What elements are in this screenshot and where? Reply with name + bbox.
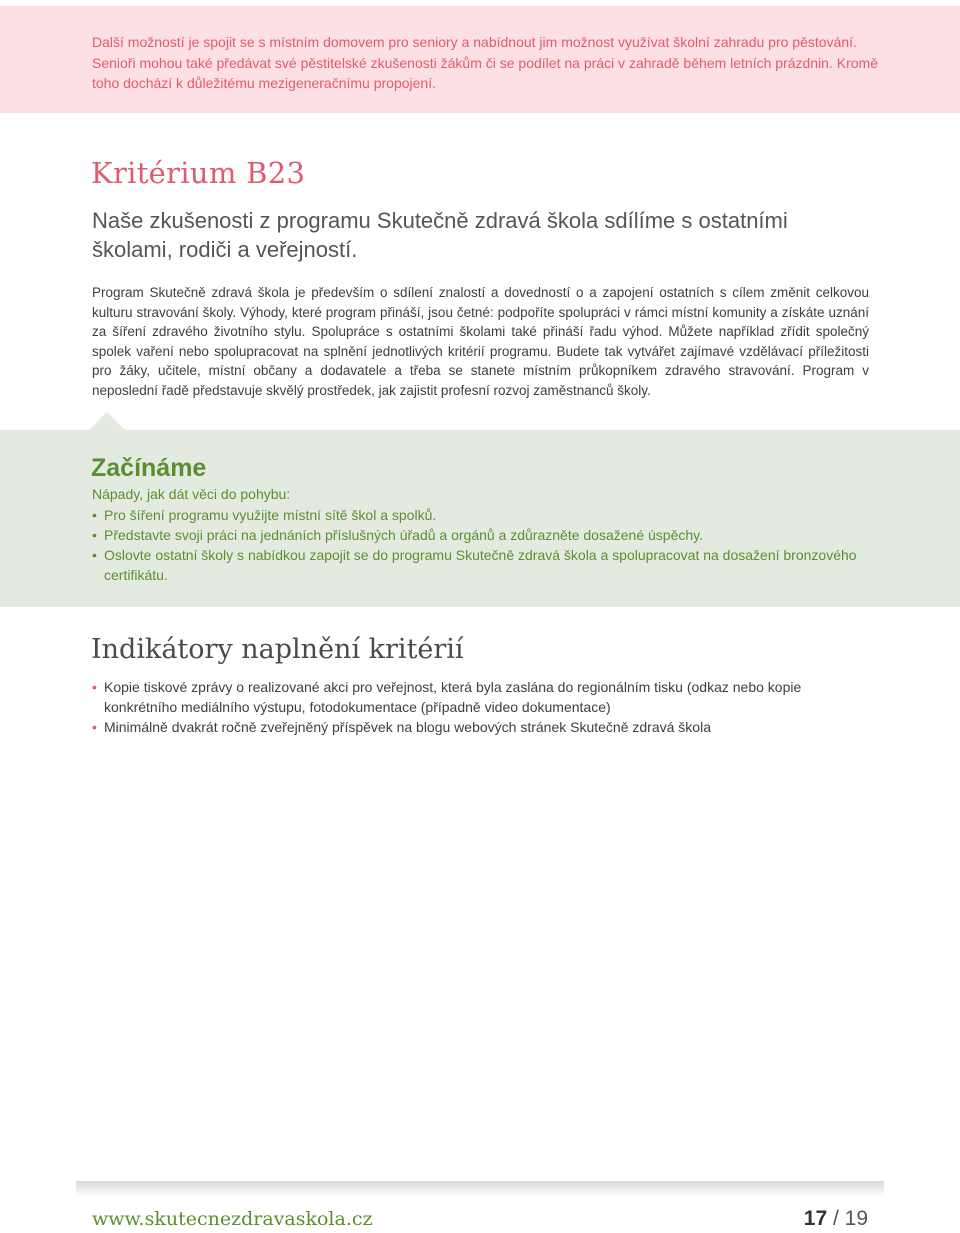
list-item [92, 717, 877, 737]
getting-started-list [92, 505, 882, 585]
criterion-body: Program Skutečně zdravá škola je především o sdílení znalostí a dovedností o a zapojení ostatních s cílem změnit celkovou kulturu stravování školy. Výhody, které program přináší, jsou četné: podpoříte spolupráci v rámci místní komunity a získáte uznání za šíření zdravého životního stylu. Spolupráce s ostatními školami také přináší řadu výhod. Můžete například zřídit společný spolek vaření nebo spolupracovat na splnění jednotlivých kritérií programu. Budete tak vytvářet zajímavé vzdělávací příležitosti pro žáky, učitele, místní občany a dodavatele a třeba se stanete místním průkopníkem zdravého stravování. Program v neposlední řadě představuje skvělý prostředek, jak zajistit profesní rozvoj zaměstnanců školy. [92, 285, 869, 398]
list-item [92, 505, 882, 525]
list-item [92, 677, 877, 717]
list-item-text: Představte svoji práci na jednáních příslušných úřadů a orgánů a zdůrazněte dosažené úspěchy. [104, 527, 703, 543]
indicators-title: Indikátory naplnění kritérií [91, 634, 464, 665]
bullet-icon: • [92, 719, 97, 735]
list-item [92, 525, 882, 545]
indicators-list [92, 677, 877, 737]
bullet-icon: • [92, 527, 97, 543]
page-number [804, 1207, 868, 1231]
footer-website-link[interactable]: www.skutecnezdravaskola.cz [92, 1208, 373, 1230]
page-total: 19 [844, 1207, 868, 1230]
list-item-text: Kopie tiskové zprávy o realizované akci pro veřejnost, která byla zaslána do regionálním tisku (odkaz nebo kopie konkrétního mediálního výstupu, fotodokumentace (případně video dokumentace) [104, 679, 802, 715]
page-separator: / [827, 1207, 845, 1230]
intro-text: Další možností je spojit se s místním domovem pro seniory a nabídnout jim možnost využívat školní zahradu pro pěstování. Senioři mohou také předávat své pěstitelské zkušenosti žákům či se podílet na práci v zahradě během letních prázdnin. Kromě toho dochází k důležitému mezigeneračnímu propojení. [92, 34, 878, 91]
bullet-icon: • [92, 679, 97, 695]
list-item-text: Pro šíření programu využijte místní sítě škol a spolků. [104, 507, 437, 523]
criterion-title: Kritérium B23 [91, 156, 306, 190]
bullet-icon: • [92, 507, 97, 523]
list-item-text: Minimálně dvakrát ročně zveřejněný příspěvek na blogu webových stránek Skutečně zdravá škola [104, 719, 711, 735]
getting-started-intro: Nápady, jak dát věci do pohybu: [92, 486, 291, 502]
bullet-icon: • [92, 547, 97, 563]
criterion-subtitle: Naše zkušenosti z programu Skutečně zdravá škola sdílíme s ostatními školami, rodiči a veřejností. [92, 208, 788, 262]
intro-box [0, 6, 960, 113]
page-current: 17 [803, 1207, 828, 1230]
section-notch [89, 412, 125, 430]
getting-started-title: Začínáme [91, 454, 207, 482]
list-item [92, 545, 882, 585]
footer-divider [76, 1181, 884, 1197]
list-item-text: Oslovte ostatní školy s nabídkou zapojit se do programu Skutečně zdravá škola a spolupracovat na dosažení bronzového certifikátu. [104, 547, 857, 583]
